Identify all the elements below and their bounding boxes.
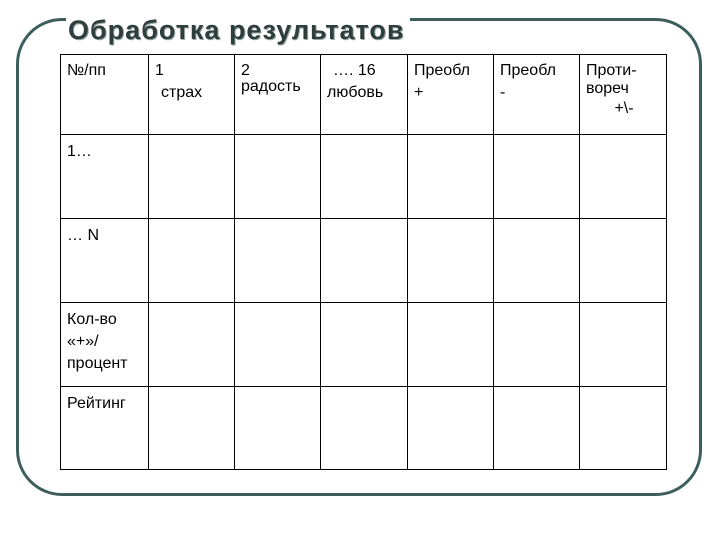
row-label-n: … N xyxy=(67,227,99,244)
table-cell xyxy=(321,135,408,219)
row-label-rating: Рейтинг xyxy=(67,395,126,412)
table-row xyxy=(61,135,667,219)
header-cell-prevail-minus xyxy=(494,55,580,135)
header-cell-joy xyxy=(235,55,321,135)
table-cell xyxy=(235,387,321,470)
table-header-row xyxy=(61,55,667,135)
table-cell xyxy=(149,387,235,470)
header-love-number: …. 16 xyxy=(333,62,376,79)
table-cell xyxy=(235,135,321,219)
table-cell xyxy=(235,303,321,387)
table-cell xyxy=(494,303,580,387)
header-joy-number: 2 xyxy=(241,62,250,79)
table-cell xyxy=(494,219,580,303)
table-cell xyxy=(321,219,408,303)
row-label-count-line1: Кол-во xyxy=(67,311,117,328)
header-cell-contradictory xyxy=(580,55,667,135)
table-cell xyxy=(580,135,667,219)
table-cell xyxy=(580,387,667,470)
row-label-count-line2: «+»/ xyxy=(67,333,99,350)
slide-title: Обработка результатов xyxy=(66,12,410,48)
table-cell xyxy=(408,219,494,303)
header-fear-label: страх xyxy=(161,84,203,101)
header-cell-prevail-plus xyxy=(408,55,494,135)
table-cell xyxy=(580,303,667,387)
table-cell xyxy=(321,387,408,470)
row-label-cell xyxy=(61,135,149,219)
table-cell xyxy=(321,303,408,387)
row-label-cell xyxy=(61,387,149,470)
header-prevail-plus-sign: + xyxy=(414,84,424,101)
header-contradictory-line3: +\- xyxy=(614,100,634,117)
header-prevail-minus-sign: - xyxy=(500,84,506,101)
table-cell xyxy=(235,219,321,303)
table-row xyxy=(61,387,667,470)
row-label-first: 1… xyxy=(67,143,92,160)
row-label-count-line3: процент xyxy=(67,355,128,372)
table-row xyxy=(61,219,667,303)
table-cell xyxy=(149,135,235,219)
header-love-label: любовь xyxy=(327,84,384,101)
header-prevail-plus-word: Преобл xyxy=(414,62,470,79)
results-table xyxy=(60,54,667,470)
table-cell xyxy=(580,219,667,303)
header-fear-number: 1 xyxy=(155,62,164,79)
table-cell xyxy=(494,135,580,219)
header-cell-fear xyxy=(149,55,235,135)
header-cell-number xyxy=(61,55,149,135)
table-cell xyxy=(408,387,494,470)
table-cell xyxy=(408,135,494,219)
table-cell xyxy=(408,303,494,387)
header-contradictory-line2: вореч xyxy=(586,80,629,97)
header-cell-love xyxy=(321,55,408,135)
table-cell xyxy=(149,219,235,303)
header-prevail-minus-word: Преобл xyxy=(500,62,556,79)
table-row xyxy=(61,303,667,387)
row-label-cell xyxy=(61,219,149,303)
header-joy-label: радость xyxy=(241,78,301,95)
header-number-label: №/пп xyxy=(67,62,106,79)
table-cell xyxy=(149,303,235,387)
row-label-cell xyxy=(61,303,149,387)
header-contradictory-line1: Проти- xyxy=(586,62,637,79)
table-cell xyxy=(494,387,580,470)
